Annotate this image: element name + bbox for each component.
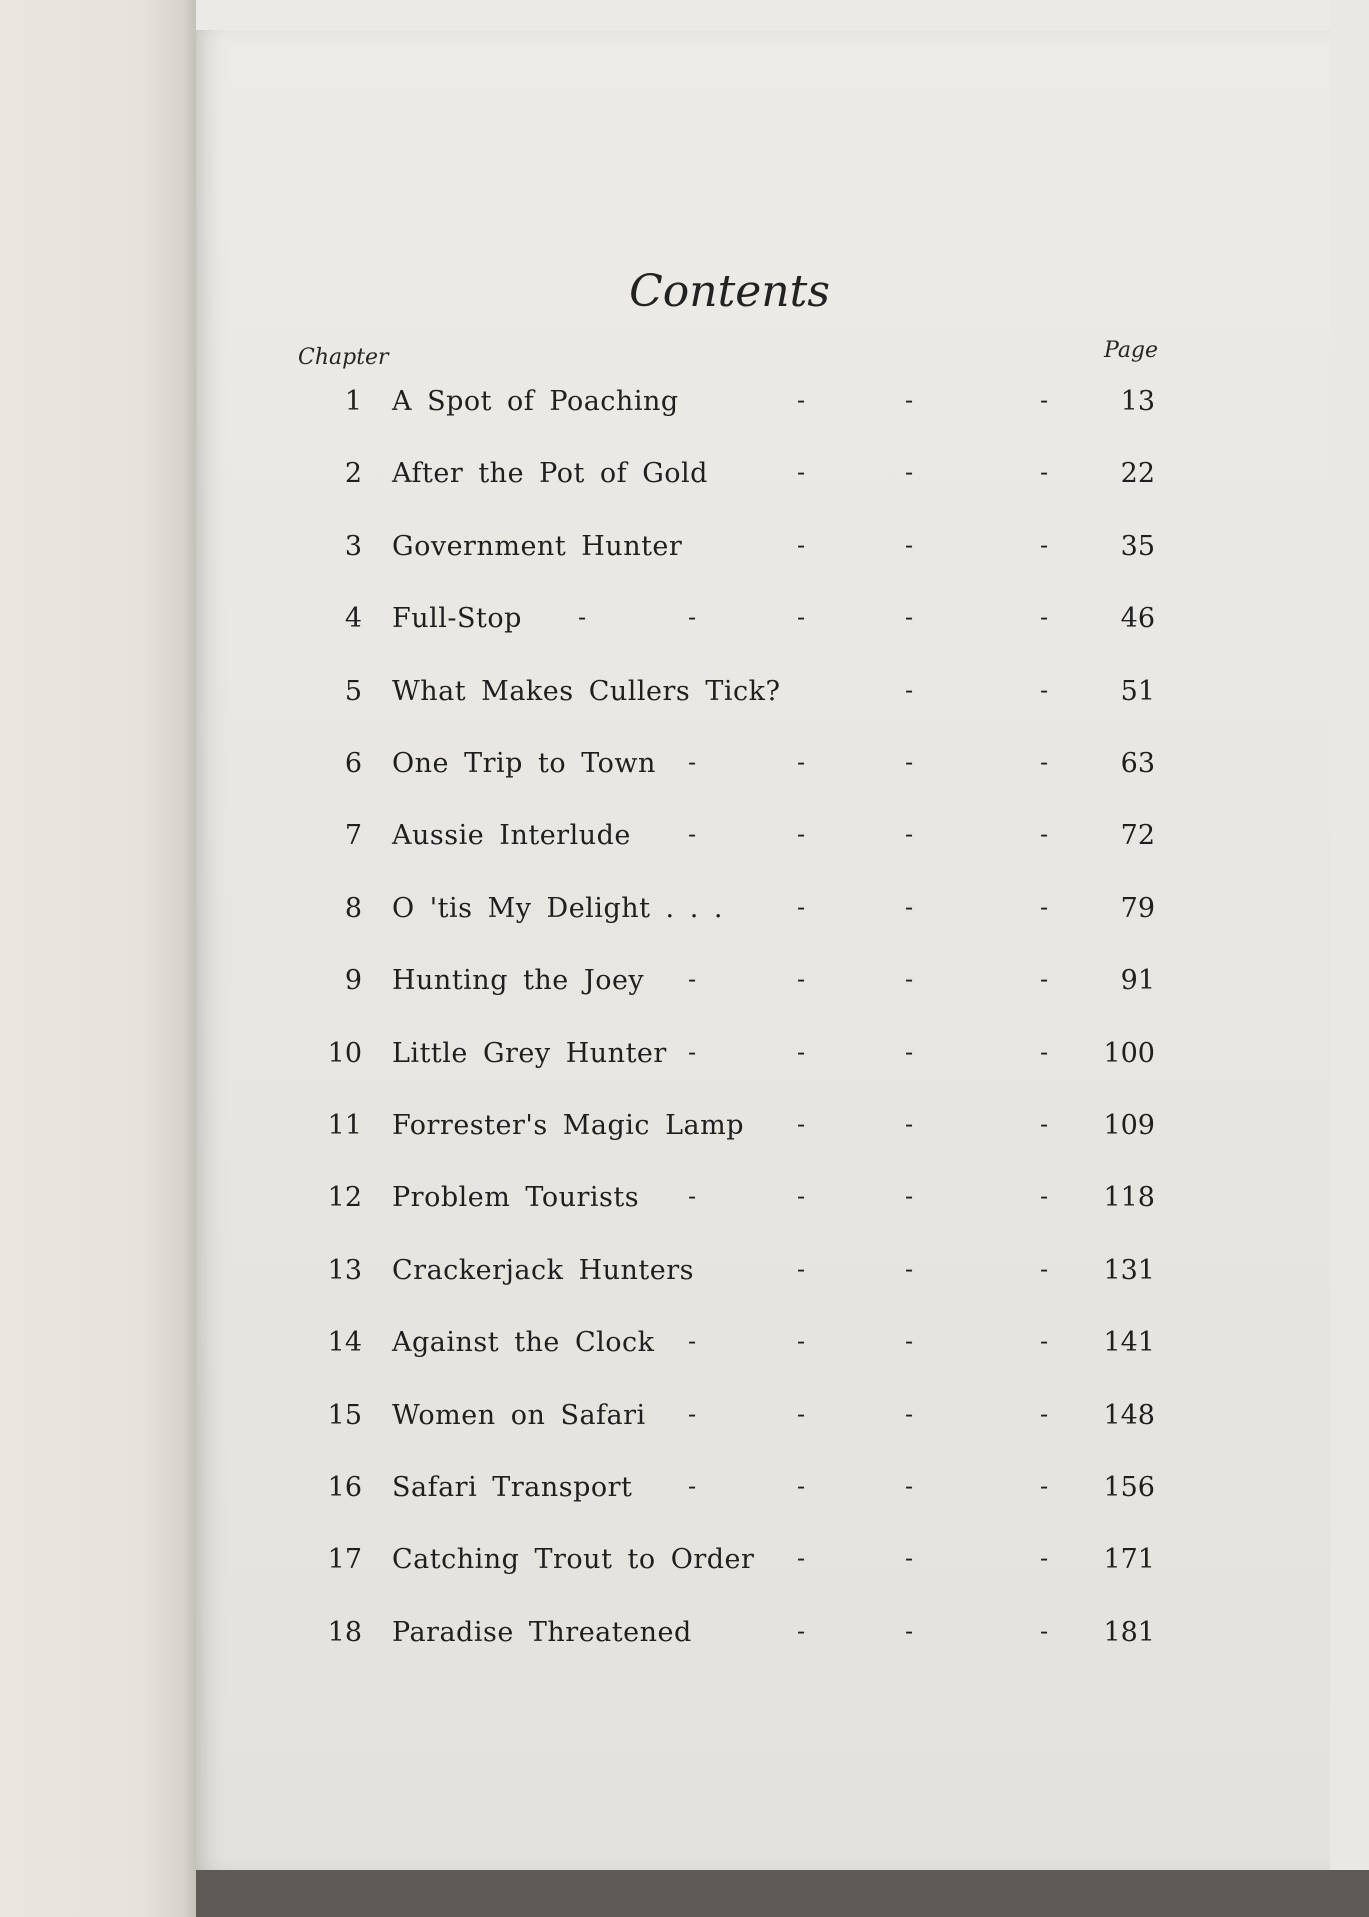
- page-bottom-edge: [196, 1870, 1369, 1917]
- chapter-title: Catching Trout to Order: [392, 1544, 755, 1576]
- chapter-title: Paradise Threatened: [392, 1616, 692, 1648]
- chapter-number: 11: [327, 1110, 362, 1141]
- leader-dash: -: [905, 965, 914, 994]
- leader-dash: -: [797, 1254, 806, 1283]
- leader-dash: -: [905, 530, 914, 559]
- leader-dash: -: [797, 1110, 806, 1138]
- toc-row: [0, 386, 1369, 426]
- chapter-number: 9: [344, 965, 362, 997]
- toc-row: [0, 1038, 1369, 1078]
- chapter-title: Safari Transport: [392, 1472, 633, 1503]
- toc-row: [0, 820, 1369, 860]
- chapter-title: Full-Stop: [392, 603, 522, 635]
- chapter-number: 14: [327, 1327, 362, 1359]
- leader-dash: -: [688, 1399, 697, 1428]
- page-column-header: Page: [1104, 338, 1159, 363]
- chapter-page-number: 156: [1103, 1472, 1155, 1503]
- chapter-number: 1: [344, 386, 362, 417]
- leader-dash: -: [905, 892, 914, 921]
- chapter-number: 2: [344, 458, 362, 490]
- chapter-page-number: 13: [1120, 386, 1155, 417]
- chapter-number: 3: [344, 530, 362, 562]
- chapter-title: Women on Safari: [392, 1399, 646, 1431]
- leader-dash: -: [905, 1472, 914, 1500]
- leader-dash: -: [905, 1544, 914, 1573]
- chapter-number: 6: [344, 748, 362, 779]
- leader-dash: -: [1040, 1182, 1049, 1211]
- leader-dash: -: [688, 820, 697, 849]
- leader-dash: -: [1040, 458, 1049, 487]
- leader-dash: -: [1040, 1399, 1049, 1428]
- leader-dash: -: [797, 820, 806, 849]
- top-edge: [196, 0, 1369, 30]
- chapter-page-number: 148: [1103, 1399, 1155, 1431]
- chapter-number: 4: [344, 603, 362, 635]
- chapter-page-number: 63: [1120, 748, 1155, 779]
- leader-dash: -: [1040, 1037, 1049, 1066]
- leader-dash: -: [905, 820, 914, 849]
- leader-dash: -: [905, 1399, 914, 1428]
- leader-dash: -: [905, 386, 914, 414]
- leader-dash: -: [797, 386, 806, 414]
- leader-dash: -: [905, 675, 914, 704]
- leader-dash: -: [905, 458, 914, 487]
- leader-dash: -: [905, 603, 914, 632]
- toc-row: [0, 1110, 1369, 1150]
- leader-dash: -: [797, 603, 806, 632]
- leader-dash: -: [905, 1110, 914, 1138]
- leader-dash: -: [905, 1254, 914, 1283]
- leader-dash: -: [1040, 1544, 1049, 1573]
- leader-dash: -: [905, 1616, 914, 1645]
- leader-dash: -: [688, 965, 697, 994]
- toc-row: [0, 603, 1369, 643]
- chapter-page-number: 46: [1120, 603, 1155, 635]
- chapter-number: 15: [327, 1399, 362, 1431]
- chapter-page-number: 79: [1120, 892, 1155, 924]
- toc-row: [0, 1255, 1369, 1295]
- leader-dash: -: [1040, 1616, 1049, 1645]
- leader-dash: -: [905, 1037, 914, 1066]
- leader-dash: -: [688, 748, 697, 776]
- toc-row: [0, 1400, 1369, 1440]
- chapter-title: Against the Clock: [392, 1327, 655, 1359]
- leader-dash: -: [1040, 748, 1049, 776]
- leader-dash: -: [578, 603, 587, 632]
- toc-row: [0, 1472, 1369, 1512]
- leader-dash: -: [797, 748, 806, 776]
- chapter-number: 12: [327, 1182, 362, 1214]
- toc-row: [0, 531, 1369, 571]
- toc-row: [0, 1182, 1369, 1222]
- chapter-title: Little Grey Hunter: [392, 1037, 667, 1069]
- toc-row: [0, 1327, 1369, 1367]
- chapter-page-number: 141: [1103, 1327, 1155, 1359]
- chapter-title: Government Hunter: [392, 530, 683, 562]
- chapter-page-number: 72: [1120, 820, 1155, 852]
- chapter-number: 8: [344, 892, 362, 924]
- leader-dash: -: [688, 1327, 697, 1356]
- chapter-title: Hunting the Joey: [392, 965, 645, 997]
- leader-dash: -: [1040, 820, 1049, 849]
- leader-dash: -: [1040, 675, 1049, 704]
- leader-dash: -: [797, 965, 806, 994]
- chapter-number: 7: [344, 820, 362, 852]
- toc-row: [0, 748, 1369, 788]
- leader-dash: -: [797, 1399, 806, 1428]
- chapter-title: After the Pot of Gold: [392, 458, 708, 490]
- leader-dash: -: [688, 603, 697, 632]
- chapter-column-header: Chapter: [298, 345, 389, 370]
- toc-row: [0, 458, 1369, 498]
- chapter-number: 17: [327, 1544, 362, 1576]
- chapter-title: A Spot of Poaching: [392, 386, 679, 417]
- leader-dash: -: [797, 1544, 806, 1573]
- chapter-title: Crackerjack Hunters: [392, 1254, 694, 1286]
- chapter-page-number: 91: [1120, 965, 1155, 997]
- leader-dash: -: [1040, 530, 1049, 559]
- toc-row: [0, 1544, 1369, 1584]
- leader-dash: -: [905, 1327, 914, 1356]
- chapter-number: 18: [327, 1616, 362, 1648]
- leader-dash: -: [797, 1327, 806, 1356]
- leader-dash: -: [1040, 386, 1049, 414]
- leader-dash: -: [905, 748, 914, 776]
- chapter-page-number: 118: [1103, 1182, 1155, 1214]
- leader-dash: -: [797, 1182, 806, 1211]
- leader-dash: -: [1040, 603, 1049, 632]
- leader-dash: -: [1040, 1254, 1049, 1283]
- leader-dash: -: [1040, 1472, 1049, 1500]
- leader-dash: -: [688, 1037, 697, 1066]
- chapter-number: 10: [327, 1037, 362, 1069]
- chapter-page-number: 22: [1120, 458, 1155, 490]
- chapter-number: 5: [344, 675, 362, 707]
- chapter-page-number: 35: [1120, 530, 1155, 562]
- leader-dash: -: [797, 530, 806, 559]
- chapter-title: O 'tis My Delight . . .: [392, 892, 723, 924]
- leader-dash: -: [688, 1472, 697, 1500]
- leader-dash: -: [1040, 892, 1049, 921]
- toc-row: [0, 893, 1369, 933]
- chapter-title: Forrester's Magic Lamp: [392, 1110, 745, 1141]
- toc-row: [0, 965, 1369, 1005]
- chapter-page-number: 100: [1103, 1037, 1155, 1069]
- leader-dash: -: [1040, 965, 1049, 994]
- toc-row: [0, 676, 1369, 716]
- chapter-title: Aussie Interlude: [392, 820, 631, 852]
- leader-dash: -: [797, 1037, 806, 1066]
- leader-dash: -: [797, 892, 806, 921]
- leader-dash: -: [1040, 1110, 1049, 1138]
- chapter-title: One Trip to Town: [392, 748, 656, 779]
- chapter-page-number: 109: [1103, 1110, 1155, 1141]
- leader-dash: -: [905, 1182, 914, 1211]
- chapter-page-number: 171: [1103, 1544, 1155, 1576]
- leader-dash: -: [797, 1616, 806, 1645]
- chapter-title: Problem Tourists: [392, 1182, 640, 1214]
- leader-dash: -: [1040, 1327, 1049, 1356]
- chapter-number: 16: [327, 1472, 362, 1503]
- chapter-page-number: 181: [1103, 1616, 1155, 1648]
- chapter-title: What Makes Cullers Tick?: [392, 675, 781, 707]
- leader-dash: -: [688, 1182, 697, 1211]
- contents-title: Contents: [629, 266, 830, 317]
- chapter-number: 13: [327, 1254, 362, 1286]
- leader-dash: -: [797, 458, 806, 487]
- chapter-page-number: 131: [1103, 1254, 1155, 1286]
- chapter-page-number: 51: [1120, 675, 1155, 707]
- leader-dash: -: [797, 1472, 806, 1500]
- toc-row: [0, 1617, 1369, 1657]
